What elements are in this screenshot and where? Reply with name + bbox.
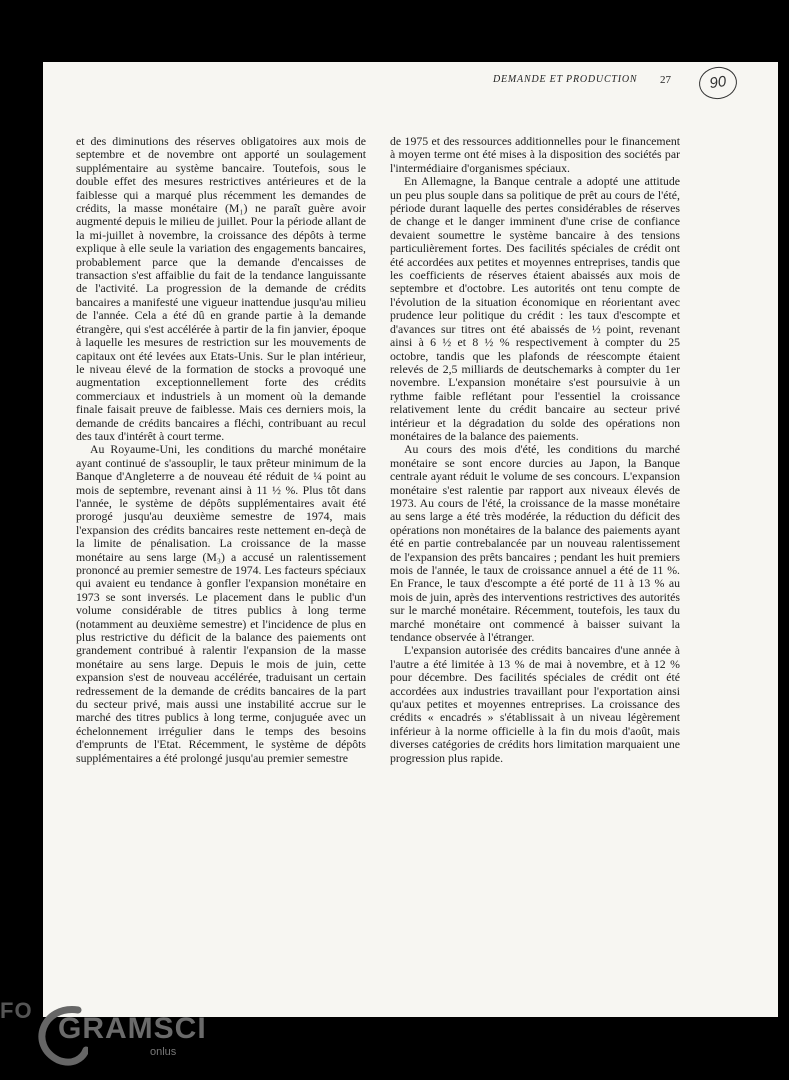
page-number: 27 xyxy=(660,74,671,86)
left-column xyxy=(76,135,366,765)
paragraph: En Allemagne, la Banque centrale a adopté une attitude un peu plus souple dans sa politique de prêt au cours de l'été, période durant laquelle des pertes considérables de réserves de change et le danger imminent d'une crise de confiance devaient soumettre le système bancaire à des tensions particulièrement fortes. Des facilités spéciales de crédit ont été accordées aux petites et moyennes entreprises, tandis que les coefficients de réserves étaient abaissés aux mois de septembre et d'octobre. Les autorités ont tenu compte de l'évolution de la situation économique en réorientant avec prudence leur politique du crédit : les taux d'escompte et d'avances sur titres ont été abaissés de ½ point, revenant ainsi à 6 ½ et 8 ½ % respectivement à compter du 25 octobre, tandis que les plafonds de réescompte étaient relevés de 2,5 milliards de deutschemarks à compter du 1er novembre. L'expansion monétaire s'est poursuivie à un rythme faible reflétant pour l'essentiel la croissance relativement lente du crédit bancaire au secteur privé intérieur et la dégradation du solde des opérations non monétaires de la balance des paiements. xyxy=(390,174,680,443)
paragraph: Au Royaume-Uni, les conditions du marché monétaire ayant continué de s'assouplir, le taux prêteur minimum de la Banque d'Angleterre a de nouveau été réduit de ¼ point au mois de septembre, revenant ainsi à 11 ½ %. Plus tôt dans l'année, le système de dépôts supplémentaires avait été prorogé jusqu'au deuxième semestre de 1974, mais l'expansion des crédits bancaires reste nettement en-deçà de la limite de pénalisation. La croissance de la masse monétaire au sens large (M₃) a accusé un ralentissement prononcé au premier semestre de 1974. Les facteurs spéciaux qui avaient eu tendance à gonfler l'expansion monétaire en 1973 se sont inversés. Le placement dans le public d'un volume considérable de titres publics à long terme (notamment au deuxième semestre) et l'incidence de plus en plus restrictive du déficit de la balance des paiements ont grandement contribué à ralentir l'expansion de la masse monétaire au sens large. Depuis le mois de juin, cette expansion s'est de nouveau accélérée, traduisant un certain redressement de la demande de crédits bancaires de la part du secteur privé, mais aussi une instabilité accrue sur le marché des titres publics à long terme, conjuguée avec un échelonnement irrégulier dans le temps des besoins d'emprunts de l'Etat. Récemment, le système de dépôts supplémentaires a été prolongé jusqu'au premier semestre xyxy=(76,442,366,765)
logo-suffix: onlus xyxy=(150,1046,177,1058)
paragraph: L'expansion autorisée des crédits bancaires d'une année à l'autre a été limitée à 13 % de mai à novembre, et à 12 % pour décembre. Des facilités spéciales de crédit ont été accordées aux industries travaillant pour l'exportation ainsi qu'aux petites et moyennes entreprises. La croissance des crédits « encadrés » s'établissait à un niveau légèrement inférieur à la norme officielle à la fin du mois d'août, mais diverses catégories de crédits hors limitation marquaient une progression plus rapide. xyxy=(390,643,680,765)
running-header: DEMANDE ET PRODUCTION xyxy=(493,74,638,85)
right-column xyxy=(390,135,680,765)
paragraph: de 1975 et des ressources additionnelles pour le financement à moyen terme ont été mises à la disposition des sociétés par l'intermédiaire d'organismes spéciaux. xyxy=(390,134,680,175)
paragraph: et des diminutions des réserves obligatoires aux mois de septembre et de novembre ont apporté un soulagement supplémentaire au système bancaire. Toutefois, sous le double effet des mesures restrictives antérieures et de la faiblesse qui a marqué plus récemment les demandes de crédits, la masse monétaire (M₁) ne paraît guère avoir augmenté depuis le milieu de juillet. Pour la période allant de la mi-juillet à novembre, la croissance des dépôts à terme explique à elle seule la variation des engagements bancaires, probablement parce que la demande d'encaisses de transaction s'est affaiblie du fait de la tendance languissante de l'activité. La progression de la demande de crédits bancaires a manifesté une vigueur inattendue jusqu'au milieu de l'année. Cela a été dû en grande partie à la demande étrangère, qui s'est accélérée à partir de la fin janvier, époque à laquelle les mesures de restriction sur les mouvements de capitaux ont été levées aux Etats-Unis. Sur le plan intérieur, le niveau élevé de la formation de stocks a provoqué une augmentation exceptionnellement forte des crédits commerciaux et industriels à un moment où la demande finale faisait preuve de faiblesse. Mais ces derniers mois, la demande de crédits bancaires a fléchi, contribuant au recul des taux d'intérêt à court terme. xyxy=(76,134,366,443)
watermark-logo xyxy=(0,990,207,1080)
logo-name: GRAMSCI xyxy=(58,1012,207,1045)
handwritten-page-stamp: 90 xyxy=(697,65,739,102)
document-page xyxy=(43,62,778,1017)
logo-prefix: FO xyxy=(0,998,33,1023)
paragraph: Au cours des mois d'été, les conditions du marché monétaire se sont encore durcies au Japon, la Banque centrale ayant réduit le volume de ses concours. L'expansion monétaire s'est ralentie par rapport aux niveaux élevés de 1973. Au cours de l'été, la croissance de la masse monétaire au sens large a été très modérée, la réduction du déficit des opérations non monétaires de la balance des paiements ayant été en partie contrebalancée par un nouveau ralentissement de l'expansion des prêts bancaires ; pendant les huit premiers mois de l'année, le taux de croissance annuel a été de 11 %. En France, le taux d'escompte a été porté de 11 à 13 % au mois de juin, après des interventions restrictives des autorités sur le marché monétaire. Récemment, toutefois, les taux du marché monétaire ont commencé à baisser suivant la tendance observée à l'étranger. xyxy=(390,442,680,645)
